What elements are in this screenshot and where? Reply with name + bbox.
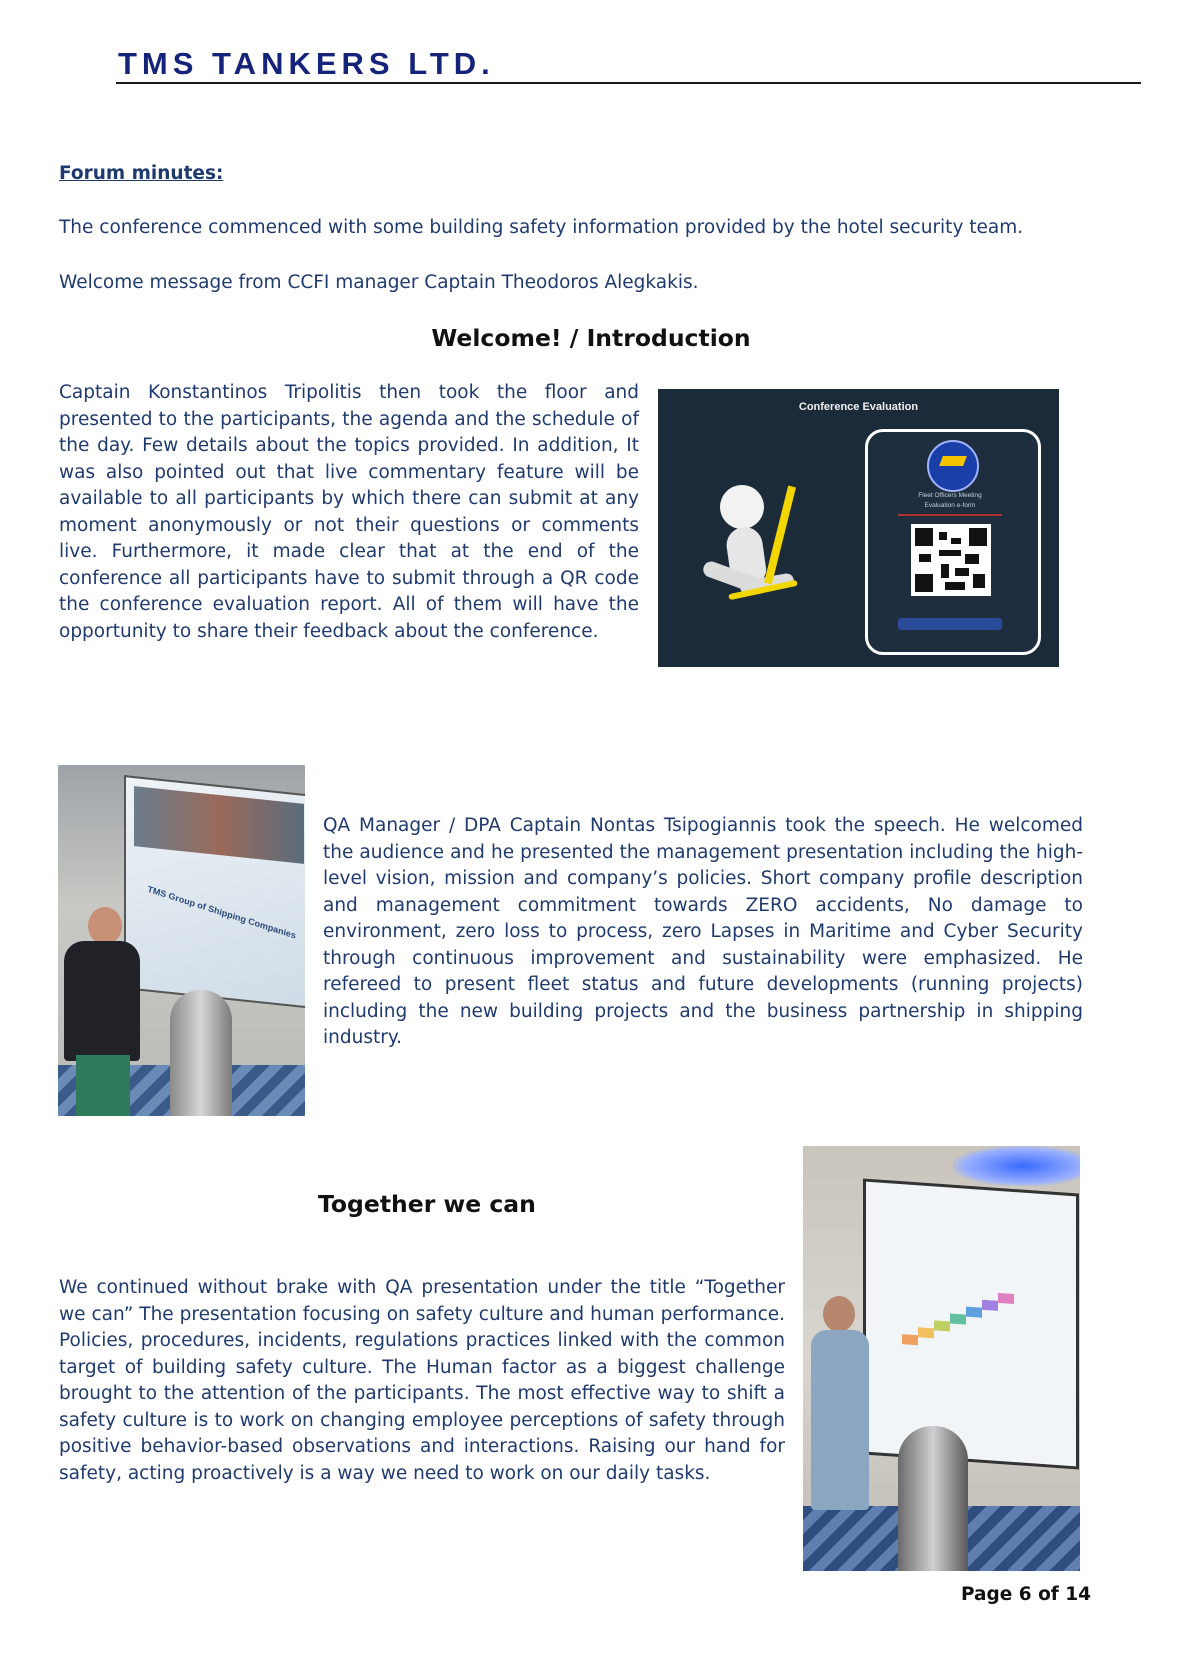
card-divider xyxy=(898,514,1002,516)
card-text-2: Evaluation e-form xyxy=(924,502,976,509)
together-paragraph: We continued without brake with QA presentation under the title “Together we can” The presentation focusing on safety culture and human performance. Policies, procedures, incidents, regulations practices linked with the common target of building safety culture. The Human factor as a biggest challenge brought to the attention of the participants. The most effective way to shift a safety culture is to work on changing employee perceptions of safety through positive behavior-based observations and interactions. Raising our hand for safety, acting proactively is a way we need to work on our daily tasks. xyxy=(59,1277,785,1484)
forum-title: Forum minutes: xyxy=(59,163,224,184)
screen-ship-image xyxy=(134,786,304,864)
evaluation-card xyxy=(865,429,1041,655)
projection-screen xyxy=(124,775,305,1009)
company-logo-icon xyxy=(927,440,979,492)
header-rule xyxy=(116,82,1141,84)
screen-text: TMS Group of Shipping Companies xyxy=(146,883,297,941)
welcome-paragraph: Captain Konstantinos Tripolitis then took the floor and presented to the participants, the agenda and the schedule of the day. Few details about the topics provided. In addition, It was also pointed out that live commentary feature will be available to all participants by which there can submit at any moment anonymously or not their questions or comments live. Furthermore, it made clear that at the end of the conference all participants have to submit through a QR code the conference evaluation report. All of them will have the opportunity to share their feedback about the conference. xyxy=(59,382,639,642)
presenter-legs xyxy=(76,1055,130,1116)
conference-evaluation-slide xyxy=(658,389,1059,667)
measuring-tape-icon xyxy=(764,486,796,585)
projection-screen xyxy=(863,1178,1079,1469)
section-title-together: Together we can xyxy=(318,1190,536,1218)
forum-paragraph-1: The conference commenced with some building safety information provided by the hotel security team. xyxy=(59,217,1024,238)
qa-manager-paragraph: QA Manager / DPA Captain Nontas Tsipogiannis took the speech. He welcomed the audience and he presented the management presentation including the high-level vision, mission and company’s policies. Short company profile description and management commitment towards ZERO accidents, No damage to environment, zero loss to process, zero Lapses in Maritime and Cyber Security through continuous improvement and sustainability were emphasized. He refereed to present fleet status and future developments (running projects) including the new building projects and the business partnership in shipping industry. xyxy=(323,815,1083,1048)
podium xyxy=(170,990,232,1116)
figure-head xyxy=(720,485,764,529)
presenter-body xyxy=(64,941,140,1061)
qr-code-icon xyxy=(911,524,991,596)
ceiling-light xyxy=(953,1146,1080,1186)
company-name: TMS TANKERS LTD. xyxy=(118,46,495,81)
slide-title: Conference Evaluation xyxy=(798,401,919,413)
forum-paragraph-2: Welcome message from CCFI manager Captain Theodoros Alegkakis. xyxy=(59,272,699,293)
presenter-head xyxy=(88,907,122,945)
card-text-1: Fleet Officers Meeting xyxy=(918,492,982,499)
presenter-body xyxy=(811,1330,869,1510)
presenter-photo-1 xyxy=(58,765,305,1116)
presenter-head xyxy=(823,1296,855,1332)
podium xyxy=(898,1426,968,1571)
logo-mark xyxy=(939,456,967,466)
presenter-photo-2 xyxy=(803,1146,1080,1571)
section-title-welcome: Welcome! / Introduction xyxy=(431,324,751,352)
page-number: Page 6 of 14 xyxy=(961,1584,1092,1605)
card-button-bar xyxy=(898,618,1002,630)
